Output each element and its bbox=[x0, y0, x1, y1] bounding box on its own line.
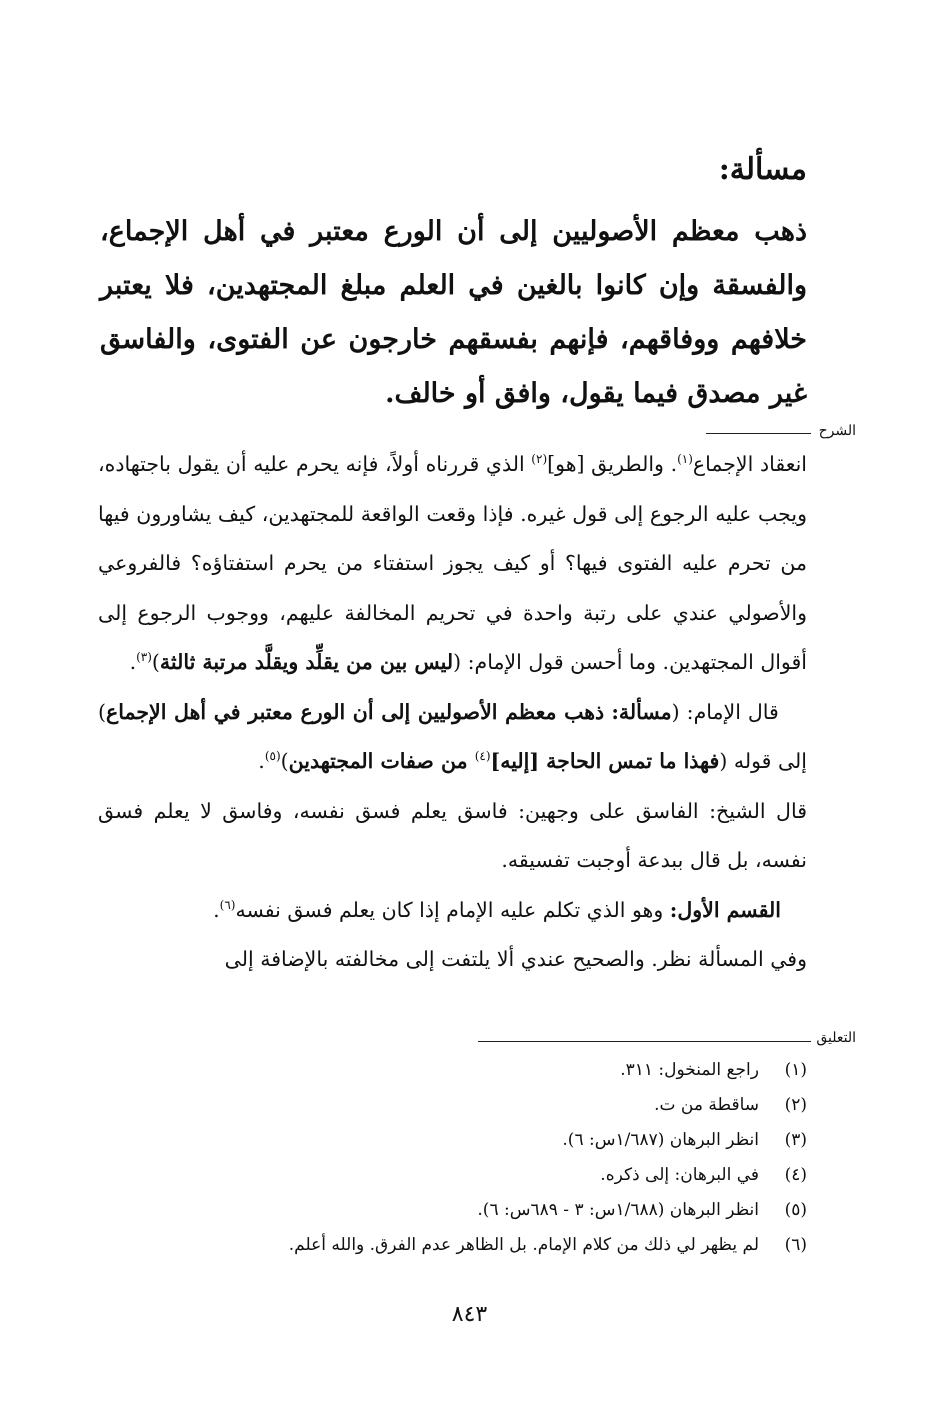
quoted-text: فهذا ما تمس الحاجة [إليه] bbox=[490, 749, 720, 773]
main-text bbox=[100, 205, 807, 421]
footnote-number: (٤) bbox=[784, 1164, 807, 1185]
footnote-6 bbox=[150, 1227, 807, 1262]
footnote-ref-5[interactable]: (٥) bbox=[264, 749, 281, 764]
footnote-number: (٣) bbox=[784, 1129, 807, 1150]
footnote-number: (٢) bbox=[784, 1094, 807, 1115]
commentary-divider bbox=[706, 433, 811, 434]
subsection-title: القسم الأول: bbox=[669, 897, 781, 922]
commentary-label: الشرح bbox=[818, 423, 856, 439]
footnote-ref-3[interactable]: (٣) bbox=[136, 650, 152, 665]
footnote-text: راجع المنخول: ٣١١. bbox=[620, 1059, 759, 1080]
footnotes bbox=[150, 1052, 807, 1262]
commentary-paragraph-2: ​ قال الإمام: (مسألة: ذهب معظم الأصوليين إلى أن الورع معتبر في أهل الإجماع) إلى قوله (فهذا ما تمس الحاجة [إليه]$^{(٤)}$ من صفات المجتهدين)$^{(٥)}$. bbox=[98, 699, 807, 773]
footnote-text: ساقطة من ت. bbox=[654, 1094, 759, 1115]
commentary bbox=[98, 440, 807, 985]
footnote-ref-2[interactable]: (٢) bbox=[531, 452, 548, 467]
quoted-text: مسألة: ذهب معظم الأصوليين إلى أن الورع معتبر في أهل الإجماع bbox=[106, 699, 672, 724]
commentary-paragraph-5: وفي المسألة نظر. والصحيح عندي ألا يلتفت إلى مخالفته بالإضافة إلى bbox=[224, 947, 807, 971]
commentary-paragraph-1: انعقاد الإجماع$^{(١)}$. والطريق [هو]$^{(٢)}$ الذي قررناه أولاً، فإنه يحرم عليه أن يقول باجتهاده، ويجب عليه الرجوع إلى قول غيره. فإذا وقعت الواقعة للمجتهدين، كيف يشاورون فيها من تحرم عليه الفتوى فيها؟ أو كيف يجوز استفتاء من يحرم استفتاؤه؟ فالفروعي والأصولي عندي على رتبة واحدة في تحريم المخالفة عليهم، ووجوب الرجوع إلى أقوال المجتهدين. وما أحسن قول الإمام: (ليس بين من يقلِّد ويقلَّد مرتبة ثالثة)$^{(٣)}$. bbox=[98, 452, 807, 674]
footnote-number: (١) bbox=[784, 1059, 807, 1080]
footnote-number: (٥) bbox=[784, 1199, 807, 1220]
footnote-ref-4[interactable]: (٤) bbox=[474, 749, 491, 764]
footnote-4 bbox=[150, 1157, 807, 1192]
footnote-number: (٦) bbox=[784, 1234, 807, 1255]
footnote-5 bbox=[150, 1192, 807, 1227]
footnote-ref-6[interactable]: (٦) bbox=[219, 897, 236, 912]
footnote-text: في البرهان: إلى ذكره. bbox=[600, 1164, 759, 1185]
quoted-text: ليس بين من يقلِّد ويقلَّد مرتبة ثالثة bbox=[159, 650, 454, 674]
footnote-1 bbox=[150, 1052, 807, 1087]
main-text-paragraph: ذهب معظم الأصوليين إلى أن الورع معتبر في أهل الإجماع، والفسقة وإن كانوا بالغين في العلم مبلغ المجتهدين، فلا يعتبر خلافهم ووفاقهم، فإنهم بفسقهم خارجون عن الفتوى، والفاسق غير مصدق فيما يقول، وافق أو خالف. bbox=[100, 216, 807, 409]
footnote-3 bbox=[150, 1122, 807, 1157]
footnote-text: انظر البرهان (١/٦٨٧س: ٦). bbox=[562, 1129, 759, 1150]
quoted-text: من صفات المجتهدين bbox=[288, 749, 475, 773]
page-number: ٨٤٣ bbox=[451, 1302, 488, 1327]
notes-label: التعليق bbox=[816, 1030, 856, 1046]
commentary-paragraph-4: ​ القسم الأول: وهو الذي تكلم عليه الإمام إذا كان يعلم فسق نفسه$^{(٦)}$. bbox=[213, 897, 807, 922]
section-heading: مسألة: bbox=[718, 152, 807, 187]
footnote-ref-1[interactable]: (١) bbox=[677, 452, 693, 467]
footnote-text: انظر البرهان (١/٦٨٨س: ٣ - ٦٨٩س: ٦). bbox=[477, 1199, 759, 1220]
footnote-text: لم يظهر لي ذلك من كلام الإمام. بل الظاهر عدم الفرق. والله أعلم. bbox=[288, 1234, 759, 1255]
notes-divider bbox=[478, 1041, 811, 1042]
footnote-2 bbox=[150, 1087, 807, 1122]
commentary-paragraph-3: قال الشيخ: الفاسق على وجهين: فاسق يعلم فسق نفسه، وفاسق لا يعلم فسق نفسه، بل قال ببدعة أوجبت تفسيقه. bbox=[98, 798, 807, 872]
